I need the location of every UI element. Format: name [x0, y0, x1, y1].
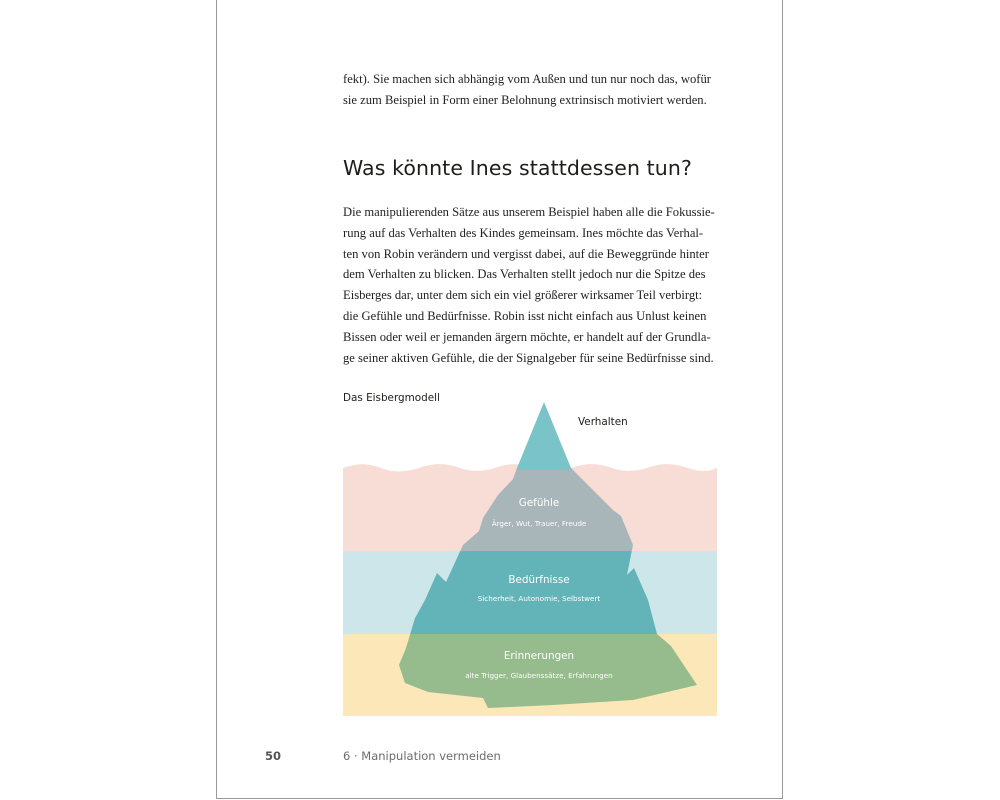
text-line: rung auf das Verhalten des Kindes gemeinsam. Ines möchte das Verhal- [343, 225, 704, 240]
layer-subtitle-feelings: Ärger, Wut, Trauer, Freude [491, 519, 587, 528]
text-line: die Gefühle und Bedürfnisse. Robin isst nicht einfach aus Unlust keinen [343, 308, 707, 323]
text-line: ge seiner aktiven Gefühle, die der Signalgeber für seine Bedürfnisse sind. [343, 350, 714, 365]
book-page [216, 0, 783, 799]
section-heading: Was könnte Ines stattdessen tun? [343, 156, 692, 180]
layer-subtitle-memories: alte Trigger, Glaubenssätze, Erfahrungen [465, 671, 613, 680]
text-line: Bissen oder weil er jemanden ärgern möchte, er handelt auf der Grundla- [343, 329, 711, 344]
running-head: 6 · Manipulation vermeiden [343, 749, 501, 763]
intro-paragraph [343, 69, 717, 111]
layer-title-needs: Bedürfnisse [508, 574, 570, 586]
text-line: Die manipulierenden Sätze aus unserem Beispiel haben alle die Fokussie- [343, 205, 715, 219]
iceberg-diagram [343, 400, 717, 718]
text-line: dem Verhalten zu blicken. Das Verhalten stellt jedoch nur die Spitze des [343, 267, 706, 282]
page-number: 50 [265, 749, 282, 763]
text-line: sie zum Beispiel in Form einer Belohnung extrinsisch motiviert werden. [343, 92, 707, 107]
layer-title-memories: Erinnerungen [503, 650, 575, 662]
layer-title-feelings: Gefühle [518, 497, 560, 509]
main-paragraph [343, 202, 717, 368]
iceberg-tip-label: Verhalten [578, 416, 628, 428]
text-line: fekt). Sie machen sich abhängig vom Außen und tun nur noch das, wofür [343, 72, 711, 86]
iceberg-tip [343, 400, 717, 470]
text-line: ten von Robin verändern und vergisst dabei, auf die Beweggründe hinter [343, 246, 709, 261]
text-line: Eisberges dar, unter dem sich ein viel größerer wirksamer Teil verbirgt: [343, 288, 703, 303]
figure-caption: Das Eisbergmodell [343, 392, 440, 404]
layer-subtitle-needs: Sicherheit, Autonomie, Selbstwert [477, 594, 601, 603]
